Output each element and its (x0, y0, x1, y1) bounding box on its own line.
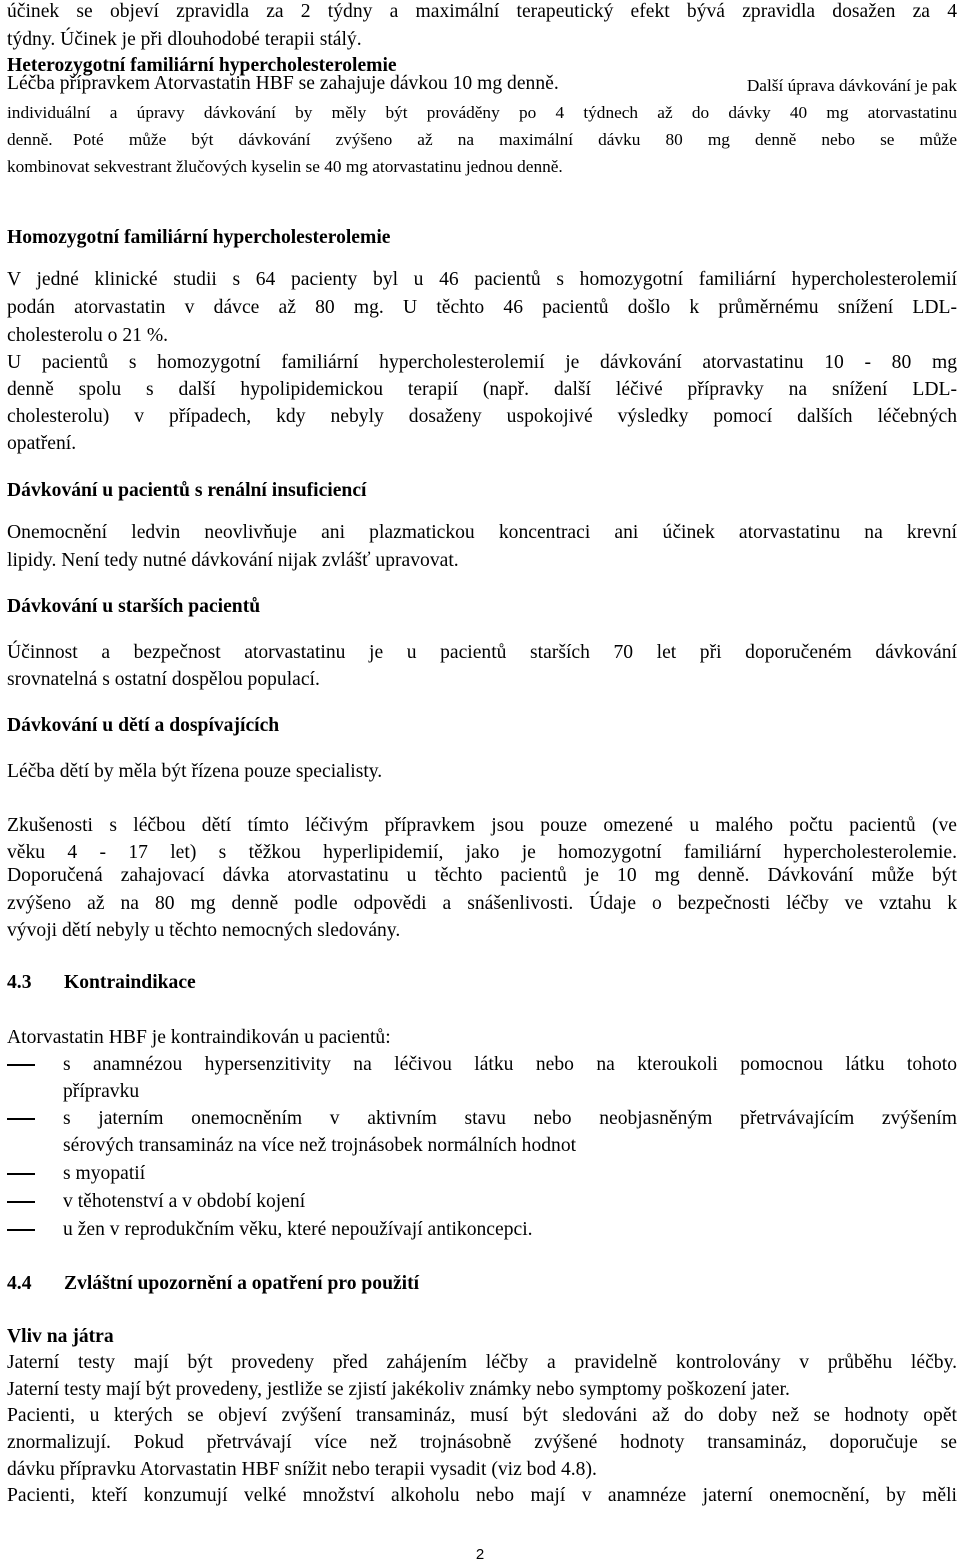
paragraph-line: zvýšeno až na 80 mg denně podle odpovědi a snášenlivosti. Údaje o bezpečnosti léčby ve vztahu k (7, 893, 957, 914)
paragraph-line: Pacienti, u kterých se objeví zvýšení transamináz, musí být sledováni až do doby než se hodnoty opět (7, 1405, 957, 1426)
paragraph-line: Jaterní testy mají být provedeny před zahájením léčby a pravidelně kontrolovány v průběhu léčby. (7, 1352, 957, 1373)
list-item-line: s myopatií (63, 1163, 146, 1184)
hetero-line3a: denně. (7, 130, 53, 149)
section-heading-children: Dávkování u dětí a dospívajících (7, 715, 280, 736)
paragraph-line: věku 4 - 17 let) s těžkou hyperlipidemií, jako je homozygotní familiární hypercholesterolemie. (7, 842, 957, 863)
list-item-line: s jaterním onemocněním v aktivním stavu nebo neobjasněným přetrvávajícím zvýšením (63, 1108, 957, 1129)
section-heading-homozygous: Homozygotní familiární hypercholesterolemie (7, 227, 391, 248)
paragraph-line: účinek se objeví zpravidla za 2 týdny a maximální terapeutický efekt bývá zpravidla dosažen za 4 (7, 1, 957, 22)
paragraph-line: Jaterní testy mají být provedeny, jestliže se zjistí jakékoliv známky nebo symptomy poškození jater. (7, 1379, 790, 1400)
section-title: Kontraindikace (64, 972, 196, 993)
paragraph-line: opatření. (7, 433, 77, 454)
paragraph-line: denně spolu s další hypolipidemickou terapií (např. další léčivé přípravky na snížení LDL- (7, 379, 957, 400)
paragraph-line: dávku přípravku Atorvastatin HBF snížit nebo terapii vysadit (viz bod 4.8). (7, 1459, 597, 1480)
section-heading-elderly: Dávkování u starších pacientů (7, 596, 261, 617)
section-heading-4-3 (7, 973, 957, 993)
section-heading-4-4 (7, 1274, 957, 1294)
paragraph-line: U pacientů s homozygotní familiární hypercholesterolemií je dávkování atorvastatinu 10 - 80 mg (7, 352, 957, 373)
dash-bullet-icon (7, 1201, 35, 1203)
paragraph-line: Atorvastatin HBF je kontraindikován u pacientů: (7, 1027, 391, 1048)
list-item (7, 1192, 957, 1214)
list-item-line: přípravku (63, 1081, 140, 1102)
section-number: 4.3 (7, 972, 32, 993)
section-number: 4.4 (7, 1273, 32, 1294)
paragraph-line: Pacienti, kteří konzumují velké množství alkoholu nebo mají v anamnéze jaterní onemocnění, by měli (7, 1485, 957, 1506)
list-item (7, 1220, 957, 1242)
list-item (7, 1055, 957, 1103)
list-item-line: u žen v reprodukčním věku, které nepoužívají antikoncepci. (63, 1219, 533, 1240)
paragraph-line: podán atorvastatin v dávce až 80 mg. U těchto 46 pacientů došlo k průměrnému snížení LDL- (7, 297, 957, 318)
paragraph-line: Onemocnění ledvin neovlivňuje ani plazmatickou koncentraci ani účinek atorvastatinu na krevní (7, 522, 957, 543)
paragraph-line (7, 74, 559, 94)
list-item (7, 1109, 957, 1157)
paragraph-line: srovnatelná s ostatní dospělou populací. (7, 669, 320, 690)
paragraph-line: Další úprava dávkování je pak (746, 76, 957, 95)
paragraph-line: týdny. Účinek je při dlouhodobé terapii stálý. (7, 29, 362, 50)
subheading-liver: Vliv na játra (7, 1326, 114, 1347)
paragraph-line: Doporučená zahajovací dávka atorvastatinu u těchto pacientů je 10 mg denně. Dávkování může být (7, 865, 957, 886)
paragraph-line: Zkušenosti s léčbou dětí tímto léčivým přípravkem jsou pouze omezené u malého počtu pacientů (ve (7, 815, 957, 836)
paragraph-line: kombinovat sekvestrant žlučových kyselin se 40 mg atorvastatinu jednou denně. (7, 157, 563, 176)
section-heading-renal: Dávkování u pacientů s renální insuficiencí (7, 480, 367, 501)
dash-bullet-icon (7, 1064, 35, 1066)
paragraph-line: znormalizují. Pokud přetrvávají více než trojnásobně zvýšené hodnoty transamináz, doporučuje se (7, 1432, 957, 1453)
list-item-line: v těhotenství a v období kojení (63, 1191, 306, 1212)
paragraph-line: individuální a úpravy dávkování by měly být prováděny po 4 týdnech až do dávky 40 mg atorvastatinu (7, 103, 957, 122)
paragraph-line: Účinnost a bezpečnost atorvastatinu je u pacientů starších 70 let při doporučeném dávkování (7, 642, 957, 663)
section-heading-heterozygous: Heterozygotní familiární hypercholesterolemie (7, 55, 397, 76)
list-item-line: s anamnézou hypersenzitivity na léčivou látku nebo na kteroukoli pomocnou látku tohoto (63, 1054, 957, 1075)
dash-bullet-icon (7, 1173, 35, 1175)
paragraph-line: cholesterolu o 21 %. (7, 325, 169, 346)
paragraph-line: cholesterolu) v případech, kdy nebyly dosaženy uspokojivé výsledky pomocí dalších léčebných (7, 406, 957, 427)
paragraph-line: vývoji dětí nebyly u těchto nemocných sledovány. (7, 920, 401, 941)
paragraph-line: V jedné klinické studii s 64 pacienty byl u 46 pacientů s homozygotní familiární hypercholesterolemií (7, 269, 957, 290)
paragraph-line: lipidy. Není tedy nutné dávkování nijak zvlášť upravovat. (7, 550, 459, 571)
list-item-line: sérových transamináz na více než trojnásobek normálních hodnot (63, 1135, 577, 1156)
dash-bullet-icon (7, 1118, 35, 1120)
paragraph-line: Léčba dětí by měla být řízena pouze specialisty. (7, 761, 383, 782)
section-title: Zvláštní upozornění a opatření pro použití (64, 1273, 420, 1294)
hetero-line1-serif: Léčba přípravkem Atorvastatin HBF se zahajuje dávkou 10 mg denně. (7, 73, 559, 94)
page-number: 2 (475, 1546, 485, 1563)
dash-bullet-icon (7, 1229, 35, 1231)
paragraph-line: Poté může být dávkování zvýšeno až na maximální dávku 80 mg denně nebo se může (73, 130, 957, 149)
list-item (7, 1164, 957, 1186)
